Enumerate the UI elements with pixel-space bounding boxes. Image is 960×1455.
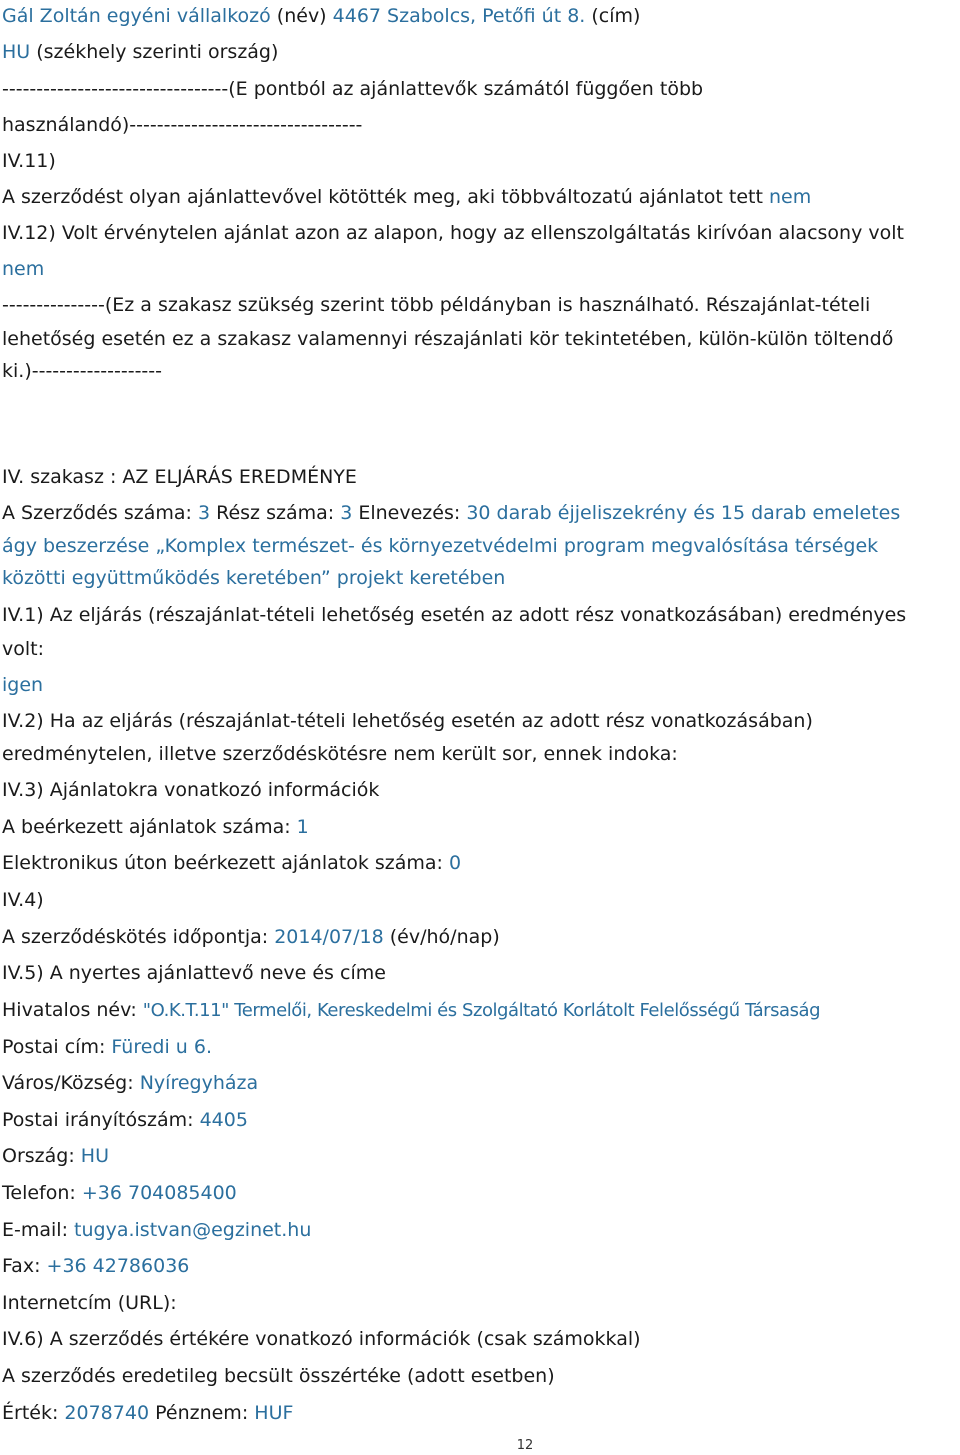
- note-line-3: ki.)-------------------: [2, 360, 162, 382]
- city: Nyíregyháza: [139, 1072, 259, 1094]
- fax-label: Fax:: [2, 1255, 41, 1277]
- iv2-line-1: IV.2) Ha az eljárás (részajánlat-tételi lehetőség esetén az adott rész vonatkozásában): [2, 710, 813, 732]
- official-name-label: Hivatalos név:: [2, 999, 137, 1021]
- official-name: "O.K.T.11" Termelői, Kereskedelmi és Szolgáltató Korlátolt Felelősségű Társaság: [142, 1000, 821, 1021]
- iv11-line: [2, 185, 811, 209]
- contract-line: [2, 501, 900, 525]
- contract-value: 2078740: [64, 1402, 150, 1424]
- address-tag: (cím): [591, 5, 641, 27]
- iv1-line-1: IV.1) Az eljárás (részajánlat-tételi lehetőség esetén az adott rész vonatkozásában) eredményes: [2, 604, 907, 626]
- contract-name-3: közötti együttműködés keretében” projekt keretében: [2, 567, 506, 589]
- email-line: [2, 1218, 311, 1242]
- contract-name-1: 30 darab éjjeliszekrény és 15 darab emeletes: [466, 502, 901, 524]
- postal-address: Füredi u 6.: [111, 1036, 213, 1058]
- country-tag: (székhely szerinti ország): [36, 41, 279, 63]
- contract-date-line: [2, 925, 500, 949]
- city-label: Város/Község:: [2, 1072, 134, 1094]
- phone-line: [2, 1181, 237, 1205]
- contractor-line: [2, 4, 640, 28]
- electronic-line: [2, 851, 461, 875]
- zip-label: Postai irányítószám:: [2, 1109, 194, 1131]
- fax: +36 42786036: [46, 1255, 190, 1277]
- zip: 4405: [199, 1109, 248, 1131]
- iv3-heading: IV.3) Ajánlatokra vonatkozó információk: [2, 779, 380, 801]
- iv1-line-2: volt:: [2, 638, 44, 660]
- page-number: 12: [516, 1438, 534, 1453]
- phone-label: Telefon:: [2, 1182, 76, 1204]
- contract-name-2: ágy beszerzése „Komplex természet- és környezetvédelmi program megvalósítása térségek: [2, 535, 879, 557]
- iv11-value: nem: [768, 186, 812, 208]
- iv6-heading: IV.6) A szerződés értékére vonatkozó információk (csak számokkal): [2, 1328, 641, 1350]
- city-line: [2, 1071, 258, 1095]
- estimate-label: A szerződés eredetileg becsült összértéke (adott esetben): [2, 1365, 555, 1387]
- iv4-heading: IV.4): [2, 889, 44, 911]
- currency-label: Pénznem:: [155, 1402, 249, 1424]
- contract-no-label: A Szerződés száma:: [2, 502, 192, 524]
- postal-address-label: Postai cím:: [2, 1036, 106, 1058]
- iv12-text: IV.12) Volt érvénytelen ajánlat azon az alapon, hogy az ellenszolgáltatás kirívóan alacsony volt: [2, 222, 904, 244]
- received-label: A beérkezett ajánlatok száma:: [2, 816, 291, 838]
- received-line: [2, 815, 309, 839]
- value-label: Érték:: [2, 1402, 59, 1424]
- value-line: [2, 1401, 293, 1425]
- contract-date-label: A szerződéskötés időpontja:: [2, 926, 269, 948]
- name-tag: (név): [276, 5, 327, 27]
- email: tugya.istvan@egzinet.hu: [74, 1219, 312, 1241]
- part-no-label: Rész száma:: [216, 502, 335, 524]
- phone: +36 704085400: [81, 1182, 237, 1204]
- note-line-1: ---------------(Ez a szakasz szükség szerint több példányban is használható. Részajánlat-tételi: [2, 294, 871, 316]
- currency: HUF: [254, 1402, 294, 1424]
- fax-line: [2, 1254, 189, 1278]
- contract-date-format: (év/hó/nap): [389, 926, 500, 948]
- contractor-address: 4467 Szabolcs, Petőfi út 8.: [332, 5, 586, 27]
- official-name-line: [2, 998, 820, 1023]
- note-line-2: lehetőség esetén ez a szakasz valamennyi részajánlati kör tekintetében, külön-külön töltendő: [2, 328, 894, 350]
- iv1-value: igen: [2, 674, 44, 696]
- contract-name-label: Elnevezés:: [358, 502, 461, 524]
- contract-date: 2014/07/18: [274, 926, 384, 948]
- country-value-line: [2, 1144, 109, 1168]
- url-label: Internetcím (URL):: [2, 1292, 177, 1314]
- contract-no: 3: [197, 502, 211, 524]
- iv12-value: nem: [2, 258, 45, 280]
- electronic-label: Elektronikus úton beérkezett ajánlatok száma:: [2, 852, 443, 874]
- country-label: Ország:: [2, 1145, 75, 1167]
- received-count: 1: [296, 816, 309, 838]
- section-title: IV. szakasz : AZ ELJÁRÁS EREDMÉNYE: [2, 466, 357, 488]
- iv5-heading: IV.5) A nyertes ajánlattevő neve és címe: [2, 962, 386, 984]
- electronic-count: 0: [449, 852, 462, 874]
- part-no: 3: [340, 502, 353, 524]
- postal-address-line: [2, 1035, 212, 1059]
- separator-line-1: ---------------------------------(E pontból az ajánlattevők számától függően több: [2, 78, 704, 100]
- contractor-name: Gál Zoltán egyéni vállalkozó: [2, 5, 271, 27]
- email-label: E-mail:: [2, 1219, 68, 1241]
- separator-line-1b: használandó)----------------------------------: [2, 114, 363, 136]
- zip-line: [2, 1108, 248, 1132]
- iv11-heading: IV.11): [2, 150, 56, 172]
- country-line: [2, 40, 278, 64]
- contractor-country: HU: [2, 41, 31, 63]
- iv2-line-2: eredménytelen, illetve szerződéskötésre nem került sor, ennek indoka:: [2, 743, 678, 765]
- country-value: HU: [80, 1145, 109, 1167]
- iv11-text: A szerződést olyan ajánlattevővel kötötték meg, aki többváltozatú ajánlatot tett: [2, 186, 763, 208]
